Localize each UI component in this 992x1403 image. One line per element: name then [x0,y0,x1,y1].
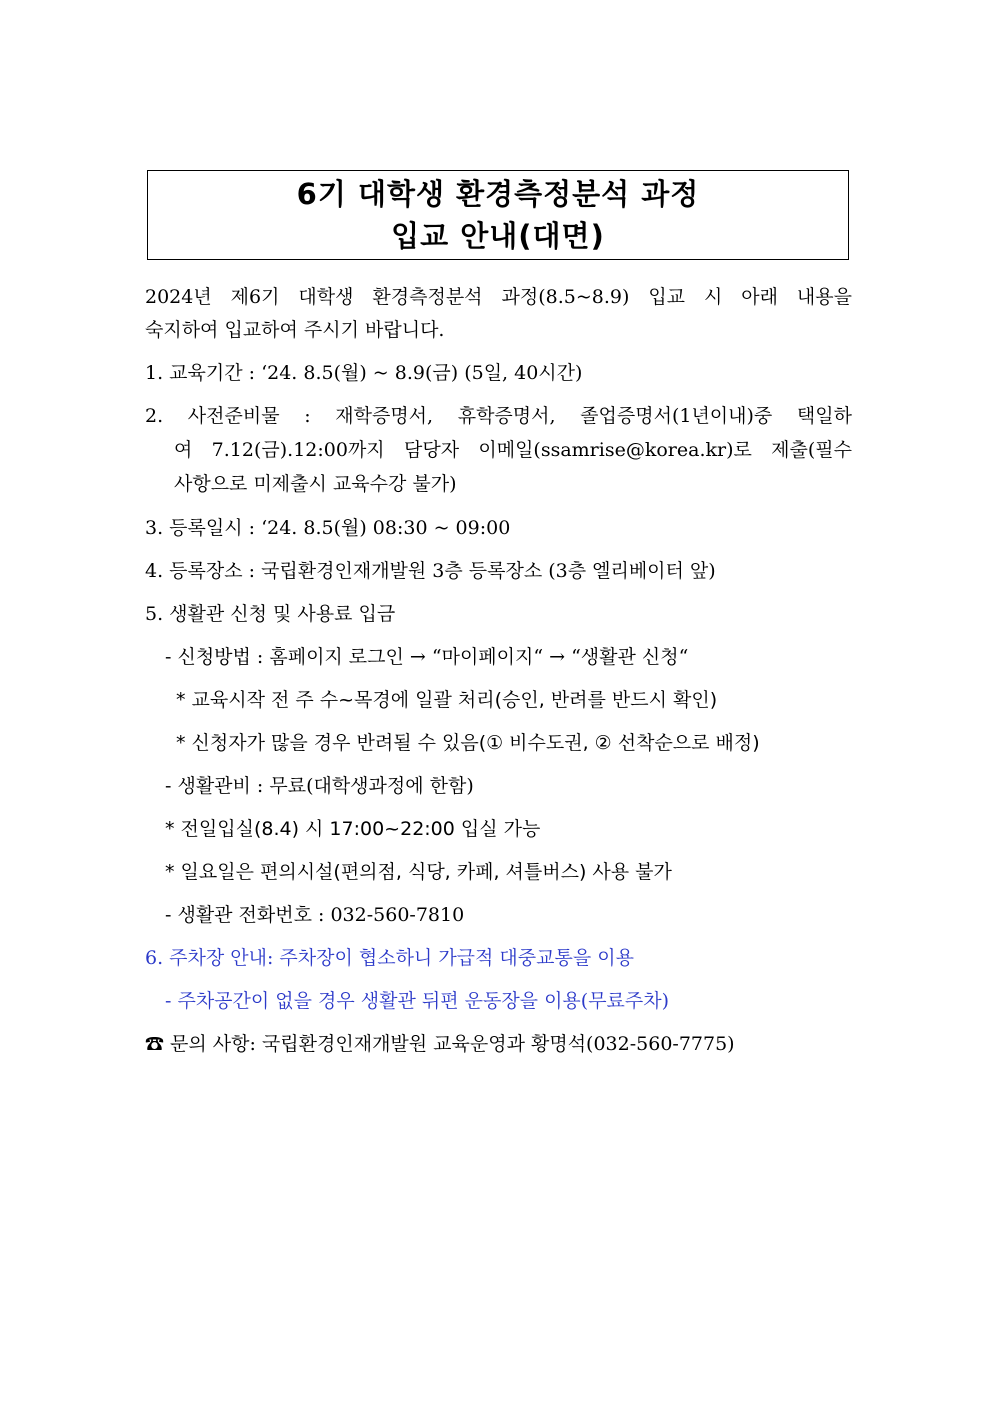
intro-line-2: 숙지하여 입교하여 주시기 바랍니다. [145,319,445,341]
contact-text: 문의 사항: 국립환경인재개발원 교육운영과 황명석(032-560-7775) [164,1033,735,1055]
title-box [147,170,849,260]
item-2-line-1: 2. 사전준비물 : 재학증명서, 휴학증명서, 졸업증명서(1년이내)중 택일하 [145,405,852,427]
item-2-line-3: 사항으로 미제출시 교육수강 불가) [174,473,457,495]
item-5-fee: - 생활관비 : 무료(대학생과정에 한함) [165,775,474,797]
intro-line-1: 2024년 제6기 대학생 환경측정분석 과정(8.5~8.9) 입교 시 아래 내용을 [145,286,852,308]
title-line-2: 입교 안내(대면) [391,219,605,253]
telephone-icon: ☎ [145,1033,165,1055]
item-1-period: 1. 교육기간 : ‘24. 8.5(월) ~ 8.9(금) (5일, 40시간) [145,362,583,384]
item-3-registration-time: 3. 등록일시 : ‘24. 8.5(월) 08:30 ~ 09:00 [145,517,511,539]
contact-line [145,1031,735,1057]
item-6-parking-note: - 주차공간이 없을 경우 생활관 뒤편 운동장을 이용(무료주차) [165,990,670,1012]
item-5-phone: - 생활관 전화번호 : 032-560-7810 [165,904,465,926]
item-5-note-1: * 교육시작 전 주 수~목경에 일괄 처리(승인, 반려를 반드시 확인) [176,689,718,711]
item-4-registration-place: 4. 등록장소 : 국립환경인재개발원 3층 등록장소 (3층 엘리베이터 앞) [145,560,716,582]
item-5-dormitory: 5. 생활관 신청 및 사용료 입금 [145,603,396,625]
item-6-parking: 6. 주차장 안내: 주차장이 협소하니 가급적 대중교통을 이용 [145,947,634,969]
title-line-1: 6기 대학생 환경측정분석 과정 [296,177,700,211]
item-5-note-2: * 신청자가 많을 경우 반려될 수 있음(① 비수도권, ② 선착순으로 배정) [176,732,760,754]
item-2-line-2: 여 7.12(금).12:00까지 담당자 이메일(ssamrise@korea.kr)로 제출(필수 [174,439,852,461]
item-5-sunday-note: * 일요일은 편의시설(편의점, 식당, 카페, 셔틀버스) 사용 불가 [165,861,672,883]
item-5-checkin-note: * 전일입실(8.4) 시 17:00~22:00 입실 가능 [165,818,541,840]
item-5-apply-method: - 신청방법 : 홈페이지 로그인 → “마이페이지“ → “생활관 신청“ [165,646,689,668]
